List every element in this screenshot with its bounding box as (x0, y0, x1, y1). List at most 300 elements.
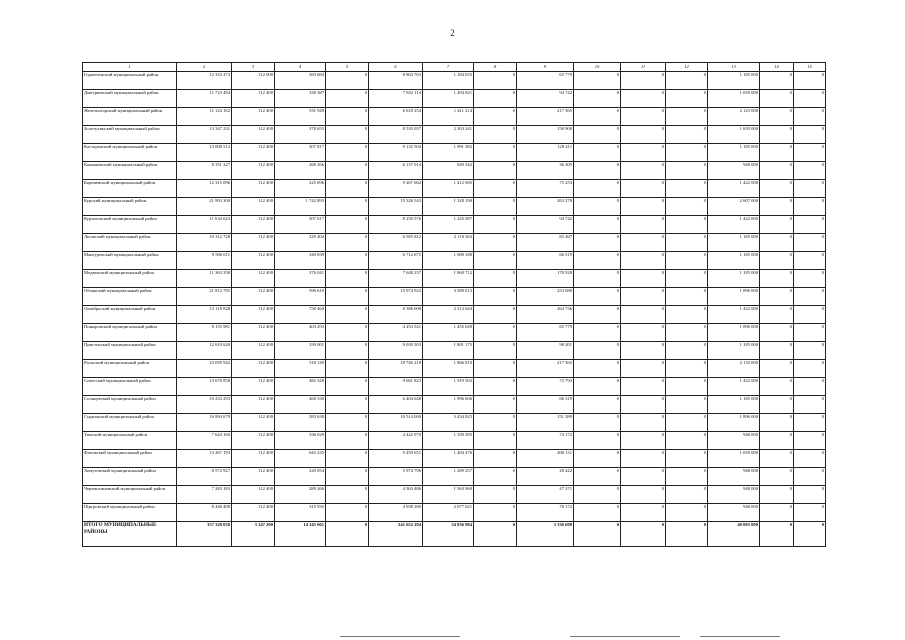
value-cell: 0 (621, 144, 666, 162)
value-cell: 8 386 608 (369, 306, 423, 324)
value-cell: 217 365 (517, 360, 574, 378)
column-header: 11 (621, 63, 666, 72)
value-cell: 0 (666, 378, 708, 396)
value-cell: 0 (621, 342, 666, 360)
value-cell: 158 900 (517, 126, 574, 144)
table-row (83, 162, 826, 180)
value-cell: 307 817 (275, 144, 326, 162)
value-cell: 112 400 (232, 162, 275, 180)
value-cell: 1 919 502 (423, 378, 474, 396)
value-cell: 0 (760, 126, 794, 144)
value-cell: 23 059 942 (177, 360, 232, 378)
value-cell: 112 400 (232, 378, 275, 396)
value-cell: 0 (621, 108, 666, 126)
value-cell: 0 (474, 216, 517, 234)
table-row (83, 90, 826, 108)
value-cell: 1 896 000 (708, 288, 760, 306)
district-name-cell: Кореневский муниципальный район (83, 180, 177, 198)
value-cell: 0 (326, 252, 369, 270)
value-cell: 11 363 358 (177, 270, 232, 288)
value-cell: 0 (666, 288, 708, 306)
table-row (83, 396, 826, 414)
value-cell: 112 400 (232, 198, 275, 216)
value-cell: 2 123 000 (708, 108, 760, 126)
value-cell: 0 (474, 306, 517, 324)
value-cell: 518 149 (275, 360, 326, 378)
value-cell: 0 (574, 486, 621, 504)
value-cell: 0 (326, 198, 369, 216)
value-cell: 65 779 (517, 324, 574, 342)
value-cell: 112 400 (232, 270, 275, 288)
value-cell: 94 742 (517, 90, 574, 108)
value-cell: 0 (794, 234, 826, 252)
value-cell: 0 (574, 306, 621, 324)
value-cell: 0 (326, 504, 369, 522)
district-name-cell: Конышевский муниципальный район (83, 162, 177, 180)
value-cell: 0 (794, 414, 826, 432)
value-cell: 349 839 (275, 252, 326, 270)
value-cell: 12 333 473 (177, 72, 232, 90)
value-cell: 0 (794, 108, 826, 126)
value-cell: 268 266 (275, 162, 326, 180)
value-cell: 330 387 (275, 90, 326, 108)
district-name-cell: Пристенский муниципальный район (83, 342, 177, 360)
value-cell: 0 (760, 414, 794, 432)
value-cell: 0 (574, 414, 621, 432)
value-cell: 0 (474, 324, 517, 342)
value-cell: 403 293 (275, 324, 326, 342)
value-cell: 9 132 504 (369, 144, 423, 162)
table-row (83, 450, 826, 468)
value-cell: 1 185 000 (708, 270, 760, 288)
value-cell: 0 (760, 108, 794, 126)
value-cell: 73 793 (517, 378, 574, 396)
value-cell: 0 (326, 234, 369, 252)
value-cell: 336 029 (275, 432, 326, 450)
value-cell: 0 (666, 180, 708, 198)
value-cell: 0 (794, 72, 826, 90)
value-cell: 0 (760, 486, 794, 504)
value-cell: 643 235 (275, 450, 326, 468)
value-cell: 0 (621, 432, 666, 450)
value-cell: 76 172 (517, 504, 574, 522)
value-cell: 66 519 (517, 252, 574, 270)
value-cell: 0 (760, 432, 794, 450)
district-name-cell: Медвенский муниципальный район (83, 270, 177, 288)
value-cell: 948 000 (708, 432, 760, 450)
value-cell: 0 (621, 360, 666, 378)
value-cell: 0 (326, 288, 369, 306)
value-cell: 8 155 981 (177, 324, 232, 342)
value-cell: 0 (574, 144, 621, 162)
value-cell: 0 (474, 90, 517, 108)
value-cell: 0 (794, 198, 826, 216)
table-row (83, 108, 826, 126)
district-name-cell: Суджанский муниципальный район (83, 414, 177, 432)
value-cell: 583 638 (275, 414, 326, 432)
value-cell: 315 935 (275, 504, 326, 522)
scan-edge-line (570, 636, 680, 637)
value-cell: 3 589 013 (423, 288, 474, 306)
value-cell: 0 (666, 108, 708, 126)
value-cell: 0 (574, 288, 621, 306)
value-cell: 1 422 000 (708, 180, 760, 198)
value-cell: 112 400 (232, 288, 275, 306)
scan-edge-line (700, 636, 780, 637)
value-cell: 0 (760, 306, 794, 324)
value-cell: 468 330 (275, 396, 326, 414)
value-cell: 0 (621, 324, 666, 342)
value-cell: 378 653 (275, 126, 326, 144)
value-cell: 750 460 (275, 306, 326, 324)
value-cell: 0 (666, 234, 708, 252)
value-cell: 0 (326, 450, 369, 468)
table-row (83, 414, 826, 432)
value-cell: 75 253 (517, 180, 574, 198)
value-cell: 0 (621, 486, 666, 504)
value-cell: 0 (666, 270, 708, 288)
value-cell: 0 (574, 252, 621, 270)
district-name-cell: Щигровский муниципальный район (83, 504, 177, 522)
column-header: 10 (574, 63, 621, 72)
value-cell: 0 (666, 360, 708, 378)
value-cell: 0 (574, 450, 621, 468)
value-cell: 0 (666, 450, 708, 468)
table-row (83, 306, 826, 324)
value-cell: 0 (574, 162, 621, 180)
column-header: 6 (369, 63, 423, 72)
table-row (83, 198, 826, 216)
value-cell: 0 (794, 90, 826, 108)
value-cell: 1 080 188 (423, 252, 474, 270)
value-cell: 0 (326, 432, 369, 450)
value-cell: 8 863 763 (369, 72, 423, 90)
value-cell: 948 000 (708, 486, 760, 504)
value-cell: 1 185 000 (708, 396, 760, 414)
table-row (83, 324, 826, 342)
value-cell: 112 400 (232, 468, 275, 486)
value-cell: 0 (666, 90, 708, 108)
table-row (83, 216, 826, 234)
value-cell: 0 (760, 270, 794, 288)
value-cell: 0 (760, 144, 794, 162)
value-cell: 0 (621, 234, 666, 252)
value-cell: 0 (621, 126, 666, 144)
value-cell: 112 400 (232, 144, 275, 162)
value-cell: 1 484 476 (423, 450, 474, 468)
value-cell: 0 (621, 162, 666, 180)
value-cell: 0 (760, 72, 794, 90)
value-cell: 0 (621, 306, 666, 324)
column-header: 14 (760, 63, 794, 72)
value-cell: 6 137 014 (369, 162, 423, 180)
value-cell: 21 812 785 (177, 288, 232, 306)
district-name-cell: Курчатовский муниципальный район (83, 216, 177, 234)
value-cell: 0 (621, 378, 666, 396)
value-cell: 0 (794, 126, 826, 144)
column-header: 12 (666, 63, 708, 72)
value-cell: 0 (621, 270, 666, 288)
value-cell: 1 659 000 (708, 90, 760, 108)
total-value-cell: 54 836 984 (423, 522, 474, 547)
value-cell: 0 (474, 360, 517, 378)
value-cell: 0 (474, 234, 517, 252)
value-cell: 0 (794, 396, 826, 414)
value-cell: 1 185 000 (708, 252, 760, 270)
value-cell: 1 801 175 (423, 342, 474, 360)
value-cell: 0 (621, 450, 666, 468)
value-cell: 0 (760, 216, 794, 234)
value-cell: 129 411 (517, 144, 574, 162)
value-cell: 0 (666, 216, 708, 234)
value-cell: 8 446 408 (177, 504, 232, 522)
table-row (83, 504, 826, 522)
district-name-cell: Поныровский муниципальный район (83, 324, 177, 342)
value-cell: 0 (760, 90, 794, 108)
value-cell: 13 118 828 (177, 306, 232, 324)
value-cell: 3 434 825 (423, 414, 474, 432)
value-cell: 0 (326, 378, 369, 396)
value-cell: 0 (666, 144, 708, 162)
value-cell: 0 (474, 504, 517, 522)
district-name-cell: Льговский муниципальный район (83, 234, 177, 252)
value-cell: 5 974 796 (369, 468, 423, 486)
value-cell: 112 400 (232, 90, 275, 108)
value-cell: 0 (474, 486, 517, 504)
value-cell: 339 001 (275, 342, 326, 360)
value-cell: 9 459 651 (369, 450, 423, 468)
value-cell: 7 648 237 (369, 270, 423, 288)
value-cell: 0 (326, 324, 369, 342)
value-cell: 0 (621, 198, 666, 216)
value-cell: 1 866 810 (423, 360, 474, 378)
value-cell: 0 (666, 432, 708, 450)
value-cell: 1 185 000 (708, 234, 760, 252)
value-cell: 0 (326, 108, 369, 126)
value-cell: 225 696 (275, 180, 326, 198)
value-cell: 94 742 (517, 216, 574, 234)
value-cell: 2 212 644 (423, 306, 474, 324)
district-name-cell: Касторенский муниципальный район (83, 144, 177, 162)
value-cell: 0 (574, 198, 621, 216)
value-cell: 1 991 382 (423, 144, 474, 162)
total-row (83, 522, 826, 547)
total-value-cell: 0 (474, 522, 517, 547)
value-cell: 98 201 (517, 342, 574, 360)
value-cell: 0 (326, 144, 369, 162)
value-cell: 0 (666, 504, 708, 522)
value-cell: 8 250 576 (369, 216, 423, 234)
table-row (83, 180, 826, 198)
value-cell: 0 (760, 450, 794, 468)
value-cell: 0 (666, 468, 708, 486)
value-cell: 4 253 541 (369, 324, 423, 342)
value-cell: 0 (474, 468, 517, 486)
value-cell: 0 (794, 342, 826, 360)
value-cell: 0 (666, 324, 708, 342)
value-cell: 2 077 621 (423, 504, 474, 522)
value-cell: 1 742 893 (275, 198, 326, 216)
value-cell: 0 (760, 378, 794, 396)
value-cell: 0 (666, 126, 708, 144)
value-cell: 0 (574, 234, 621, 252)
column-header: 3 (232, 63, 275, 72)
value-cell: 9 506 611 (177, 252, 232, 270)
district-name-cell: Дмитриевский муниципальный район (83, 90, 177, 108)
value-cell: 9 661 823 (369, 378, 423, 396)
value-cell: 0 (794, 468, 826, 486)
value-cell: 8 351 327 (177, 162, 232, 180)
table-row (83, 468, 826, 486)
value-cell: 0 (474, 162, 517, 180)
value-cell: 6 404 648 (369, 396, 423, 414)
table-row (83, 288, 826, 306)
value-cell: 66 319 (517, 396, 574, 414)
value-cell: 0 (474, 270, 517, 288)
value-cell: 0 (794, 288, 826, 306)
value-cell: 4 363 486 (369, 486, 423, 504)
value-cell: 0 (474, 108, 517, 126)
value-cell: 74 172 (517, 432, 574, 450)
value-cell: 15 974 922 (369, 288, 423, 306)
value-cell: 16 994 679 (177, 414, 232, 432)
value-cell: 13 678 858 (177, 378, 232, 396)
value-cell: 0 (794, 378, 826, 396)
value-cell: 112 400 (232, 504, 275, 522)
value-cell: 263 278 (517, 198, 574, 216)
value-cell: 36 205 (517, 162, 574, 180)
value-cell: 0 (760, 342, 794, 360)
value-cell: 0 (666, 72, 708, 90)
district-name-cell: Хомутовский муниципальный район (83, 468, 177, 486)
value-cell: 0 (474, 342, 517, 360)
value-cell: 10 233 293 (177, 396, 232, 414)
value-cell: 0 (326, 306, 369, 324)
value-cell: 289 266 (275, 486, 326, 504)
value-cell: 0 (474, 180, 517, 198)
value-cell: 0 (621, 468, 666, 486)
value-cell: 948 000 (708, 468, 760, 486)
value-cell: 1 455 028 (423, 324, 474, 342)
total-value-cell: 40 083 000 (708, 522, 760, 547)
district-name-cell: Железногорский муниципальный район (83, 108, 177, 126)
value-cell: 0 (474, 414, 517, 432)
value-cell: 0 (666, 306, 708, 324)
value-cell: 0 (326, 486, 369, 504)
value-cell: 178 928 (517, 270, 574, 288)
value-cell: 0 (574, 72, 621, 90)
value-cell: 0 (760, 234, 794, 252)
value-cell: 0 (574, 342, 621, 360)
value-cell: 0 (474, 72, 517, 90)
value-cell: 948 000 (708, 162, 760, 180)
value-cell: 0 (574, 396, 621, 414)
column-header: 15 (794, 63, 826, 72)
district-name-cell: Рыльский муниципальный район (83, 360, 177, 378)
value-cell: 1 185 000 (708, 144, 760, 162)
scan-edge-line (340, 636, 460, 637)
value-cell: 112 400 (232, 234, 275, 252)
value-cell: 0 (574, 180, 621, 198)
total-value-cell: 0 (574, 522, 621, 547)
value-cell: 28 422 (517, 468, 574, 486)
value-cell: 1 411 214 (423, 108, 474, 126)
value-cell: 0 (474, 144, 517, 162)
value-cell: 1 896 000 (708, 324, 760, 342)
value-cell: 0 (621, 414, 666, 432)
value-cell: 151 389 (517, 414, 574, 432)
value-cell: 0 (621, 252, 666, 270)
value-cell: 47 371 (517, 486, 574, 504)
value-cell: 0 (794, 324, 826, 342)
value-cell: 2 607 000 (708, 198, 760, 216)
value-cell: 0 (621, 504, 666, 522)
value-cell: 0 (574, 324, 621, 342)
value-cell: 13 347 231 (177, 126, 232, 144)
value-cell: 2 133 000 (708, 360, 760, 378)
value-cell: 0 (574, 468, 621, 486)
value-cell: 83 267 (517, 234, 574, 252)
value-cell: 112 400 (232, 126, 275, 144)
value-cell: 0 (794, 432, 826, 450)
column-header: 7 (423, 63, 474, 72)
value-cell: 11 634 623 (177, 216, 232, 234)
value-cell: 0 (326, 468, 369, 486)
value-cell: 0 (474, 378, 517, 396)
value-cell: 0 (666, 486, 708, 504)
value-cell: 112 400 (232, 252, 275, 270)
value-cell: 0 (794, 450, 826, 468)
value-cell: 0 (326, 270, 369, 288)
column-header: 4 (275, 63, 326, 72)
district-name-cell: Горшеченский муниципальный район (83, 72, 177, 90)
value-cell: 253 680 (517, 288, 574, 306)
value-cell: 0 (574, 108, 621, 126)
value-cell: 0 (794, 270, 826, 288)
total-value-cell: 0 (760, 522, 794, 547)
value-cell: 0 (666, 162, 708, 180)
value-cell: 0 (326, 414, 369, 432)
value-cell: 0 (574, 90, 621, 108)
value-cell: 1 896 000 (708, 414, 760, 432)
value-cell: 6 712 675 (369, 252, 423, 270)
value-cell: 1 245 087 (423, 216, 474, 234)
total-value-cell: 357 328 038 (177, 522, 232, 547)
district-name-cell: Курский муниципальный район (83, 198, 177, 216)
value-cell: 0 (760, 288, 794, 306)
value-cell: 1 563 960 (423, 486, 474, 504)
value-cell: 2 303 241 (423, 126, 474, 144)
value-cell: 1 659 000 (708, 450, 760, 468)
value-cell: 13 267 193 (177, 450, 232, 468)
total-value-cell: 3 336 698 (517, 522, 574, 547)
budget-table (82, 62, 826, 547)
value-cell: 112 400 (232, 486, 275, 504)
value-cell: 0 (574, 378, 621, 396)
total-value-cell: 0 (666, 522, 708, 547)
column-header: 5 (326, 63, 369, 72)
column-header: 2 (177, 63, 232, 72)
value-cell: 1 996 606 (423, 396, 474, 414)
value-cell: 21 993 300 (177, 198, 232, 216)
value-cell: 4 422 970 (369, 432, 423, 450)
value-cell: 229 404 (275, 234, 326, 252)
value-cell: 0 (666, 198, 708, 216)
district-name-cell: Советский муниципальный район (83, 378, 177, 396)
value-cell: 531 949 (275, 108, 326, 126)
value-cell: 1 184 655 (423, 72, 474, 90)
value-cell: 63 779 (517, 72, 574, 90)
